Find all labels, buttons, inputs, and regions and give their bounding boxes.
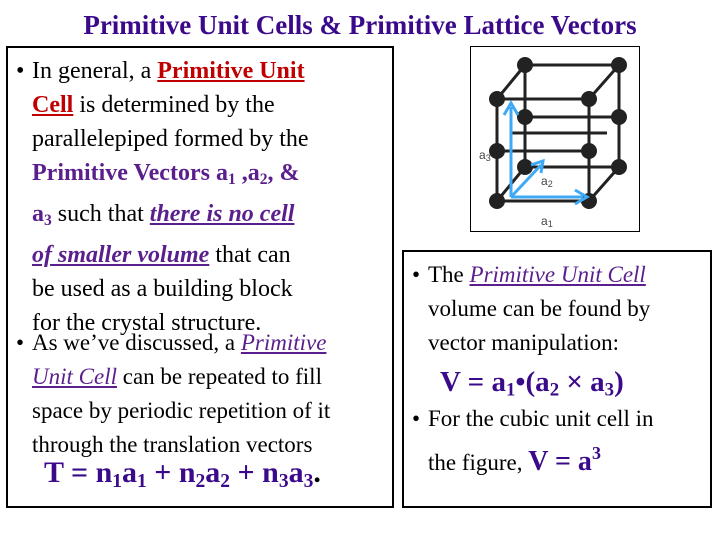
text-line: the figure, $V = a^3$ [428, 443, 601, 477]
label-a2: a2 [541, 174, 553, 189]
text-line: In general, a Primitive Unit [32, 58, 305, 84]
cell-term: Cell [32, 92, 74, 118]
text-line: $a_3$ such that there is no cell [32, 200, 295, 229]
bullet-dot: • [16, 58, 25, 84]
bullet-periodic-repetition [16, 326, 396, 462]
text-line: be used as a building block [32, 275, 293, 302]
text-line: The Primitive Unit Cell [428, 262, 646, 287]
unit-cell-figure [470, 46, 640, 232]
text-line: For the cubic unit cell in [428, 406, 654, 431]
bullet-primitive-unit-cell-definition [16, 54, 392, 340]
label-a1: a1 [541, 214, 553, 229]
text-line: volume can be found by [428, 296, 651, 321]
text-line: for the crystal structure. [32, 309, 262, 336]
translation-vector-formula: $T = n_1a_1 + n_2a_2 + n_3a_3$. [44, 456, 321, 492]
bullet-cubic-volume [412, 402, 712, 480]
text-line: Unit Cell can be repeated to fill [32, 364, 322, 389]
text-line: parallelepiped formed by the [32, 126, 309, 152]
left-text-box [6, 46, 394, 508]
cubic-lattice-diagram [471, 47, 639, 231]
bullet-volume-vector-manipulation [412, 258, 712, 360]
label-a3: a3 [479, 148, 491, 163]
text-line: through the translation vectors [32, 432, 313, 457]
text-line: vector manipulation: [428, 330, 619, 355]
text-line: Cell is determined by the [32, 92, 275, 118]
text-line: of smaller volume that can [32, 241, 291, 268]
bullet-dot: • [412, 406, 421, 431]
bullet-dot: • [412, 262, 421, 287]
text-line: space by periodic repetition of it [32, 398, 331, 423]
text-line: Primitive Vectors $a_1$ $,a_2$, & [32, 160, 300, 188]
slide-title: Primitive Unit Cells & Primitive Lattice Vectors [83, 10, 637, 40]
text-line: As we’ve discussed, a Primitive [32, 330, 327, 355]
right-text-box [402, 250, 712, 508]
volume-formula: $V = a_1•(a_2 \times a_3)$ [440, 366, 624, 401]
primitive-unit-term: Primitive Unit [157, 58, 305, 84]
bullet-dot: • [16, 330, 25, 355]
